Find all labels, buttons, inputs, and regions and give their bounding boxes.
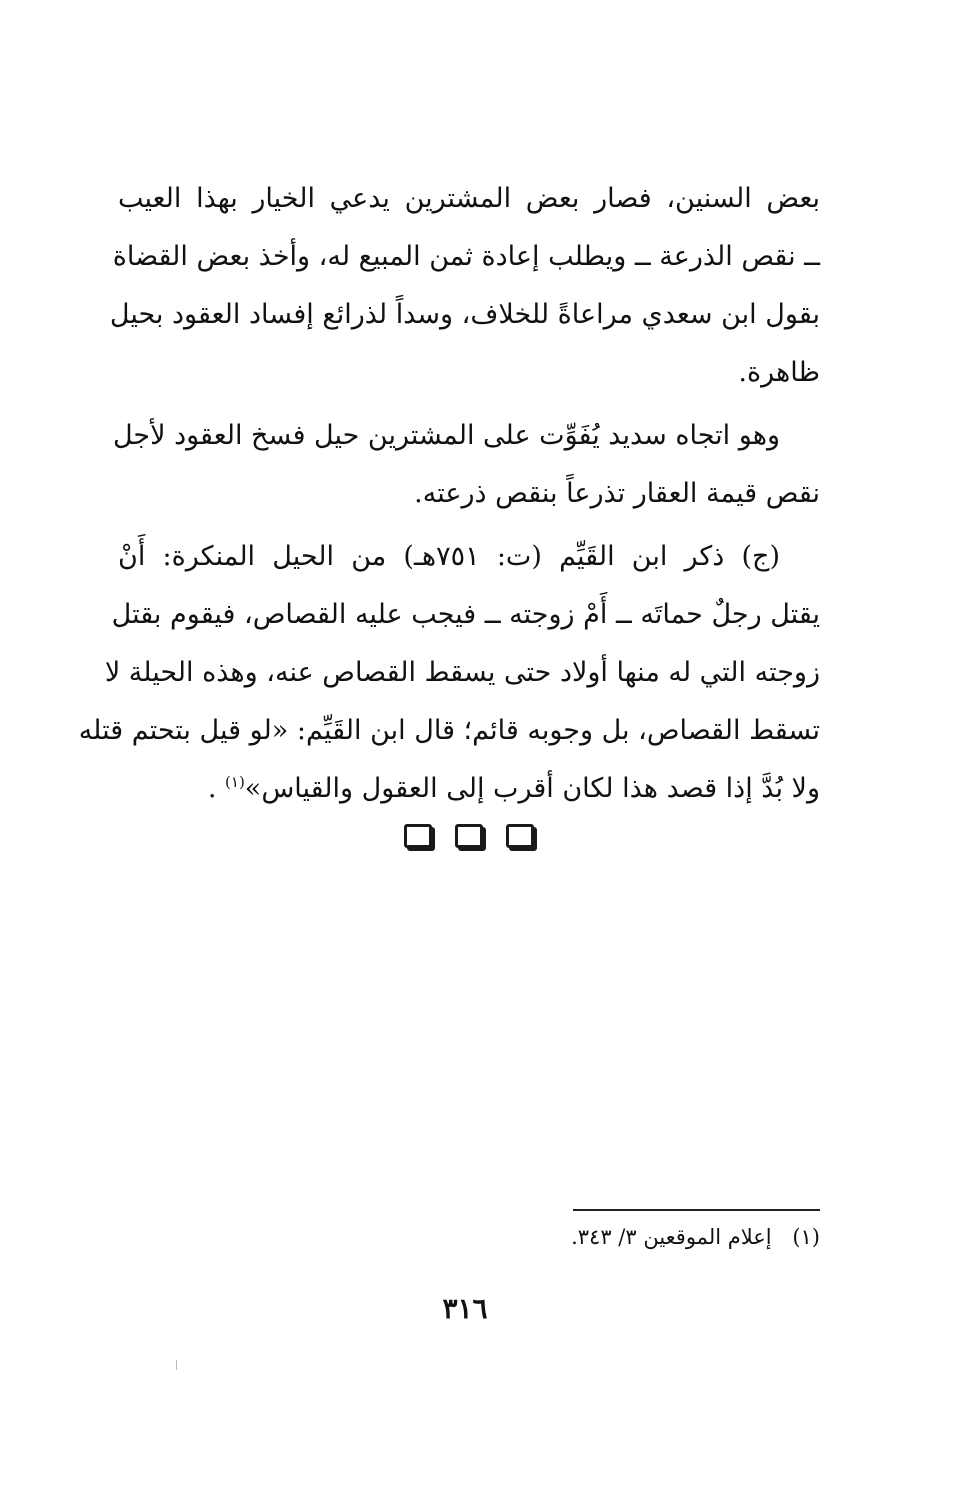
text-line-with-footnote [118, 760, 820, 818]
text-line: ولا بُدَّ إذا قصد هذا لكان أقرب إلى العقول والقياس» [244, 773, 820, 804]
text-line: ــ نقص الذرعة ــ ويطلب إعادة ثمن المبيع له، وأخذ بعض القضاة [112, 241, 820, 272]
scan-speck [176, 1360, 177, 1370]
main-text [78, 170, 820, 823]
footnote-number: (١) [792, 1225, 820, 1249]
footnote-separator [573, 1209, 820, 1211]
paragraph-3 [78, 528, 820, 818]
text-line: نقص قيمة العقار تذرعاً بنقص ذرعته. [414, 478, 820, 509]
text-line: بقول ابن سعدي مراعاةً للخلاف، وسداً لذرائع إفساد العقود بحيل [109, 299, 820, 330]
text-line: (ج) ذكر ابن القَيِّم (ت: ٧٥١هـ) من الحيل المنكرة: أَنْ [118, 541, 780, 572]
text-line: زوجته التي له منها أولاد حتى يسقط القصاص عنه، وهذه الحيلة لا [104, 657, 820, 688]
text-line: تسقط القصاص، بل وجوبه قائم؛ قال ابن القَيِّم: «لو قيل بتحتم قتله [78, 715, 820, 746]
square-ornament-icon [455, 824, 483, 848]
paragraph-2 [112, 407, 820, 523]
closing-period: . [207, 773, 217, 804]
page-number: ٣١٦ [442, 1292, 488, 1325]
text-line: ظاهرة. [738, 357, 820, 388]
section-end-ornament [404, 824, 534, 848]
text-line: يقتل رجلٌ حماتَه ــ أَمْ زوجته ــ فيجب عليه القصاص، فيقوم بقتل [111, 599, 820, 630]
footnote-text: إعلام الموقعين ٣/ ٣٤٣. [571, 1225, 772, 1249]
text-line: وهو اتجاه سديد يُفَوِّت على المشترين حيل فسخ العقود لأجل [112, 420, 780, 451]
text-line: بعض السنين، فصار بعض المشترين يدعي الخيار بهذا العيب [118, 183, 820, 214]
footnote [571, 1222, 820, 1252]
footnote-reference[interactable]: (١) [225, 773, 245, 791]
square-ornament-icon [506, 824, 534, 848]
square-ornament-icon [404, 824, 432, 848]
paragraph-1 [109, 170, 820, 402]
